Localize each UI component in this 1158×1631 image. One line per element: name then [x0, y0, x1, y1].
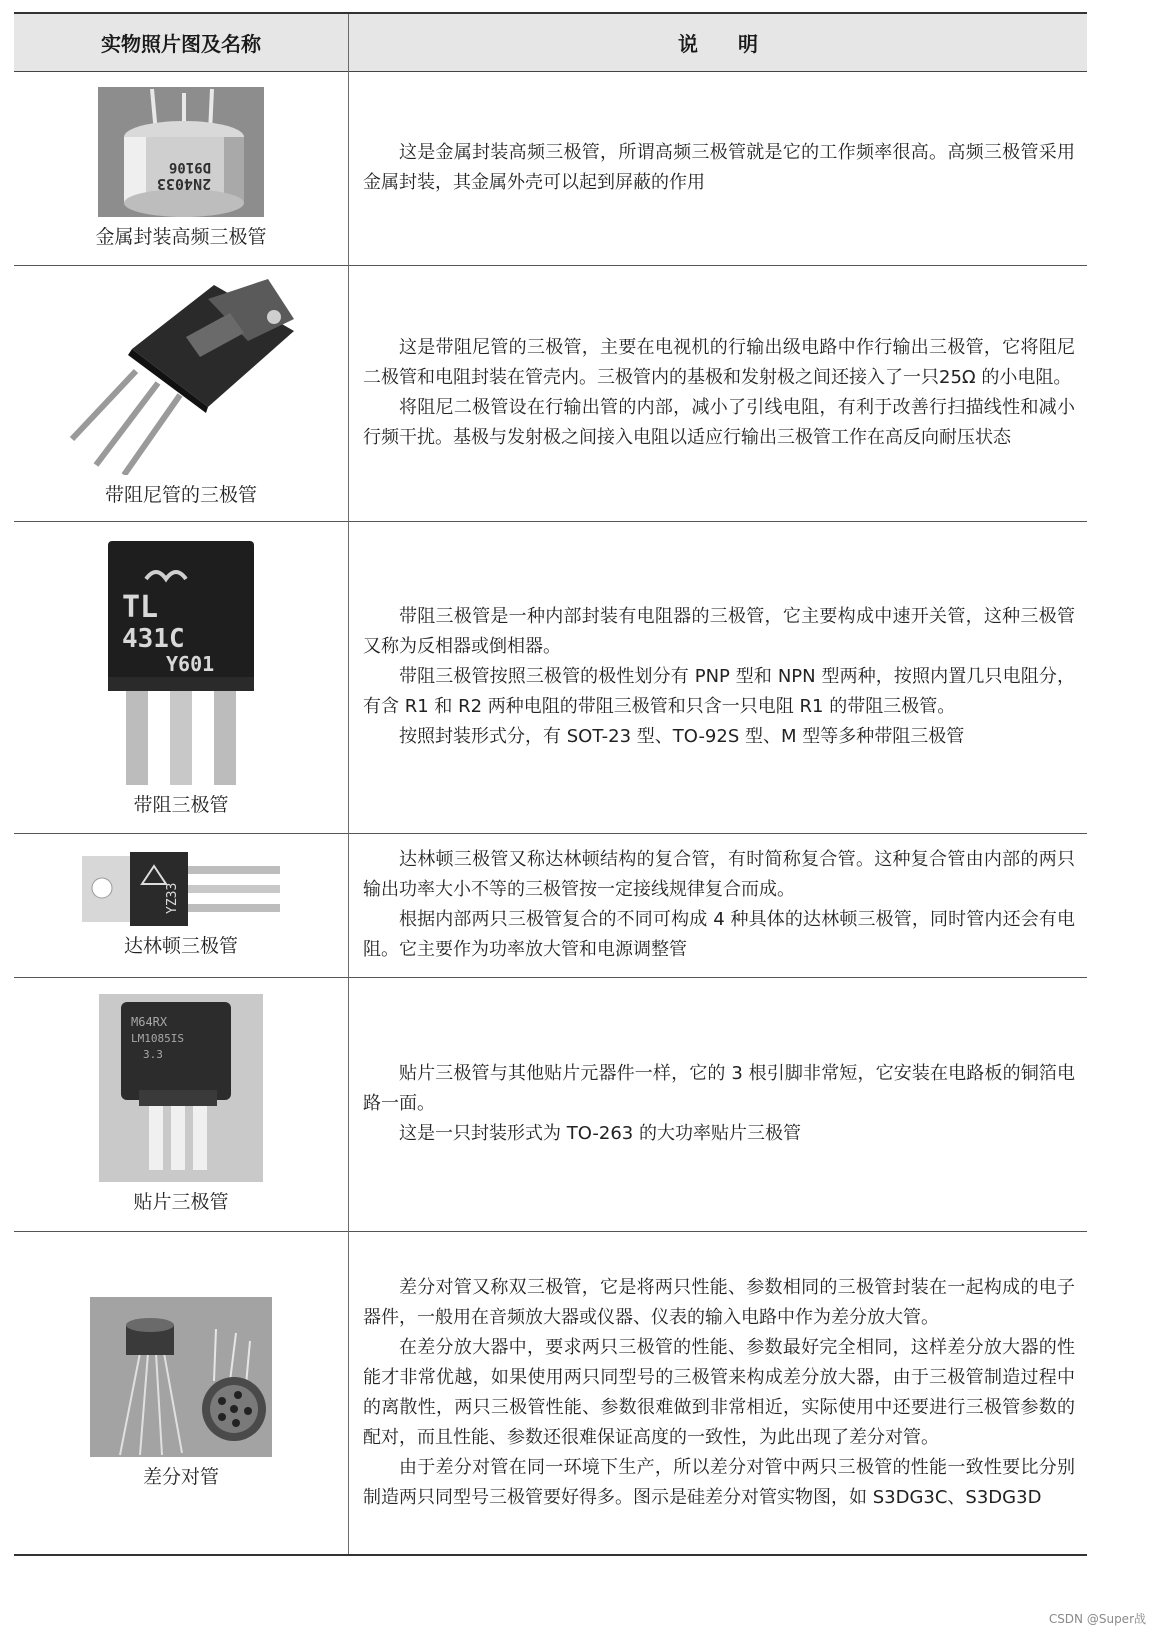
component-name: 达林顿三极管 [123, 935, 238, 957]
table-row [14, 977, 1087, 1231]
description-cell [349, 71, 1088, 265]
description-paragraph: 在差分放大器中，要求两只三极管的性能、参数最好完全相同，这样差分放大器的性能才非常优越，如果使用两只同型号的三极管来构成差分放大器，由于三极管制造过程中的离散性，两只三极管性能、参数很难做到非常相近，实际使用中还要进行三极管参数的配对，而且性能、参数还很难保证高度的一致性，为此出现了差分对管。 [363, 1336, 1075, 1448]
component-name: 金属封装高频三极管 [95, 226, 267, 248]
table-row [14, 265, 1087, 521]
photo-label: 431C [122, 624, 185, 654]
photo-cell [14, 1231, 349, 1555]
description-paragraph: 这是金属封装高频三极管，所谓高频三极管就是它的工作频率很高。高频三极管采用金属封装，其金属外壳可以起到屏蔽的作用 [363, 142, 1075, 193]
darlington-transistor-photo [82, 852, 280, 926]
description-paragraph: 将阻尼二极管设在行输出管的内部，减小了引线电阻，有利于改善行扫描线性和减小行频干扰。基极与发射极之间接入电阻以适应行输出三极管工作在高反向耐压状态 [363, 397, 1075, 448]
description-cell [349, 1231, 1088, 1555]
photo-label: Y601 [166, 652, 215, 676]
component-name: 贴片三极管 [133, 1191, 229, 1213]
description-cell [349, 265, 1088, 521]
photo-label: 2N4033 [156, 175, 212, 193]
photo-cell [14, 521, 349, 833]
description-paragraph: 带阻三极管按照三极管的极性划分有 PNP 型和 NPN 型两种，按照内置几只电阻分，有含 R1 和 R2 两种电阻的带阻三极管和只含一只电阻 R1 的带阻三极管。 [363, 666, 1075, 717]
header-photo-name: 实物照片图及名称 [14, 13, 349, 71]
description-paragraph: 根据内部两只三极管复合的不同可构成 4 种具体的达林顿三极管，同时管内还会有电阻。它主要作为功率放大管和电源调整管 [363, 909, 1075, 960]
description-cell [349, 521, 1088, 833]
differential-pair-photo [90, 1297, 272, 1457]
table-header [14, 13, 1087, 71]
smd-transistor-photo [99, 994, 263, 1182]
resistor-transistor-photo [106, 537, 256, 785]
table-row [14, 1231, 1087, 1555]
table-row [14, 521, 1087, 833]
photo-cell [14, 977, 349, 1231]
description-paragraph: 差分对管又称双三极管，它是将两只性能、参数相同的三极管封装在一起构成的电子器件，一般用在音频放大器或仪器、仪表的输入电路中作为差分放大管。 [363, 1276, 1075, 1328]
metal-can-transistor-photo [98, 87, 264, 217]
photo-cell [14, 71, 349, 265]
description-paragraph: 这是一只封装形式为 TO-263 的大功率贴片三极管 [399, 1123, 801, 1144]
description-paragraph: 达林顿三极管又称达林顿结构的复合管，有时简称复合管。这种复合管由内部的两只输出功率大小不等的三极管按一定接线规律复合而成。 [363, 849, 1075, 900]
description-paragraph: 这是带阻尼管的三极管，主要在电视机的行输出级电路中作行输出三极管，它将阻尼二极管和电阻封装在管壳内。三极管内的基极和发射极之间还接入了一只25Ω 的小电阻。 [363, 337, 1075, 388]
photo-label: 3.3 [143, 1048, 163, 1061]
photo-cell [14, 833, 349, 977]
photo-label: M64RX [131, 1015, 168, 1029]
photo-label: D9106 [168, 159, 212, 175]
component-name: 带阻尼管的三极管 [104, 484, 257, 506]
watermark: CSDN @Super战 [1048, 1612, 1146, 1626]
photo-cell [14, 265, 349, 521]
description-paragraph: 带阻三极管是一种内部封装有电阻器的三极管，它主要构成中速开关管，这种三极管又称为反相器或倒相器。 [363, 606, 1075, 657]
description-paragraph: 贴片三极管与其他贴片元器件一样，它的 3 根引脚非常短，它安装在电路板的铜箔电路一面。 [363, 1063, 1075, 1114]
description-cell [349, 977, 1088, 1231]
header-description: 说 明 [678, 31, 758, 56]
description-paragraph: 按照封装形式分，有 SOT-23 型、TO-92S 型、M 型等多种带阻三极管 [399, 726, 965, 747]
photo-label: YZ33 [165, 882, 180, 914]
component-name: 带阻三极管 [133, 794, 229, 816]
description-cell [349, 833, 1088, 977]
photo-label: LM1085IS [131, 1032, 184, 1045]
component-name: 差分对管 [142, 1465, 219, 1488]
table-row [14, 833, 1087, 977]
transistor-table [14, 12, 1087, 1556]
photo-label: TL [122, 590, 159, 625]
table-row [14, 71, 1087, 265]
description-paragraph: 由于差分对管在同一环境下生产，所以差分对管中两只三极管的性能一致性要比分别制造两只同型号三极管要好得多。图示是硅差分对管实物图，如 S3DG3C、S3DG3D [363, 1456, 1075, 1508]
damper-transistor-photo [68, 279, 294, 475]
